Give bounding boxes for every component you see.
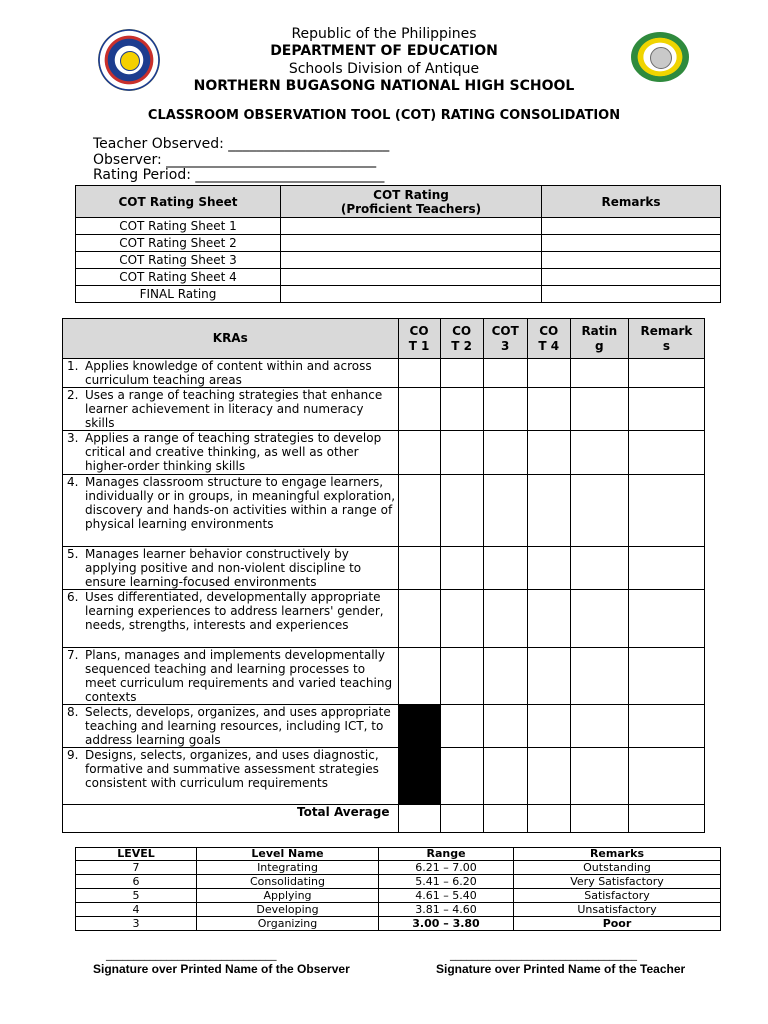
blocked-cot1-cell — [398, 705, 440, 748]
rating-cell[interactable] — [281, 252, 542, 269]
cot1-total-cell[interactable] — [398, 805, 440, 833]
kra-text: Manages learner behavior constructively by applying positive and non-violent discipline to ensure learning-focused environments — [85, 547, 362, 589]
rating-cell[interactable] — [570, 590, 628, 648]
level-number: 6 — [76, 875, 197, 889]
kra-description — [63, 547, 399, 590]
sheet-label: COT Rating Sheet 2 — [76, 235, 281, 252]
header-cot3-line2: 3 — [500, 338, 510, 353]
header-range: Range — [379, 848, 514, 861]
rating-cell[interactable] — [570, 475, 628, 547]
header-level-name: Level Name — [197, 848, 379, 861]
cot4-cell[interactable] — [527, 359, 570, 388]
total-average-label: Total Average — [63, 805, 399, 833]
kra-text: Uses differentiated, developmentally appropriate learning experiences to address learners' gender, needs, strengths, interests and experiences — [85, 590, 384, 632]
header-cot2-line2: T 2 — [451, 338, 472, 353]
rating-cell[interactable] — [570, 648, 628, 705]
level-name: Organizing — [197, 917, 379, 931]
table-header-row — [76, 186, 721, 218]
cot4-cell[interactable] — [527, 388, 570, 431]
header-department: DEPARTMENT OF EDUCATION — [270, 43, 498, 59]
header-republic: Republic of the Philippines — [291, 26, 477, 42]
sheet-label: COT Rating Sheet 3 — [76, 252, 281, 269]
level-range: 3.81 – 4.60 — [379, 903, 514, 917]
observer-signature-label: Signature over Printed Name of the Observer — [93, 962, 350, 976]
cot2-cell[interactable] — [440, 705, 483, 748]
header-cot-rating-sheet: COT Rating Sheet — [76, 186, 281, 218]
table-row — [76, 889, 721, 903]
table-row — [76, 286, 721, 303]
cot3-cell[interactable] — [483, 547, 527, 590]
cot-rating-sheets-table — [75, 185, 721, 303]
header-remarks — [628, 319, 704, 359]
level-number: 5 — [76, 889, 197, 903]
header-cot-rating-line2: (Proficient Teachers) — [340, 201, 482, 216]
kra-number: 4. — [67, 475, 79, 489]
rating-cell[interactable] — [570, 547, 628, 590]
level-number: 4 — [76, 903, 197, 917]
kra-description — [63, 748, 399, 805]
header-cot4-line1: CO — [539, 323, 559, 338]
teacher-observed-field: Teacher Observed: _______________________ — [93, 136, 390, 152]
header-cot2-line1: CO — [452, 323, 472, 338]
kra-description — [63, 705, 399, 748]
cot2-cell[interactable] — [440, 547, 483, 590]
header-cot3-line1: COT — [491, 323, 519, 338]
observer-signature-line: _______________________________ — [106, 948, 277, 961]
kra-text: Plans, manages and implements developmentally sequenced teaching and learning processes to meet curriculum requirements and varied teaching contexts — [85, 648, 393, 704]
cot1-cell[interactable] — [398, 388, 440, 431]
level-number: 7 — [76, 861, 197, 875]
cot3-cell[interactable] — [483, 705, 527, 748]
remarks-cell[interactable] — [628, 431, 704, 475]
remarks-cell[interactable] — [628, 748, 704, 805]
header-cot-rating — [281, 186, 542, 218]
level-name: Developing — [197, 903, 379, 917]
kra-text: Applies a range of teaching strategies to develop critical and creative thinking, as well as other higher-order thinking skills — [85, 431, 382, 473]
rating-cell[interactable] — [570, 748, 628, 805]
header-remarks: Remarks — [542, 186, 721, 218]
kra-text: Uses a range of teaching strategies that enhance learner achievement in literacy and numeracy skills — [85, 388, 383, 430]
level-name: Integrating — [197, 861, 379, 875]
header-cot-rating-line1: COT Rating — [373, 187, 449, 202]
cot2-cell[interactable] — [440, 359, 483, 388]
kra-text: Selects, develops, organizes, and uses appropriate teaching and learning resources, including ICT, to address learning goals — [85, 705, 391, 747]
header-remarks-line1: Remark — [640, 323, 693, 338]
kra-rating-table — [62, 318, 705, 833]
remarks-cell[interactable] — [628, 705, 704, 748]
remarks-cell[interactable] — [542, 252, 721, 269]
kra-description — [63, 475, 399, 547]
kra-number: 7. — [67, 648, 79, 662]
blocked-cot1-cell — [398, 748, 440, 805]
remarks-cell[interactable] — [628, 475, 704, 547]
cot3-cell[interactable] — [483, 590, 527, 648]
sheet-label: COT Rating Sheet 1 — [76, 218, 281, 235]
table-row — [63, 648, 705, 705]
remarks-cell[interactable] — [628, 648, 704, 705]
remarks-total-cell[interactable] — [628, 805, 704, 833]
header-school: NORTHERN BUGASONG NATIONAL HIGH SCHOOL — [193, 78, 575, 94]
cot3-cell[interactable] — [483, 388, 527, 431]
table-row — [76, 218, 721, 235]
header-remarks-line2: s — [662, 338, 670, 353]
cot4-cell[interactable] — [527, 431, 570, 475]
header-cot1-line2: T 1 — [408, 338, 430, 353]
total-average-row — [63, 805, 705, 833]
cot3-cell[interactable] — [483, 748, 527, 805]
rating-cell[interactable] — [570, 359, 628, 388]
level-remarks: Satisfactory — [514, 889, 721, 903]
kra-description — [63, 388, 399, 431]
header-kras: KRAs — [63, 319, 399, 359]
table-row — [63, 705, 705, 748]
table-row — [63, 590, 705, 648]
header-cot1 — [398, 319, 440, 359]
remarks-cell[interactable] — [628, 359, 704, 388]
rating-cell[interactable] — [281, 235, 542, 252]
observer-field: Observer: ______________________________ — [93, 152, 377, 168]
remarks-cell[interactable] — [628, 590, 704, 648]
kra-number: 3. — [67, 431, 79, 445]
header-cot4-line2: T 4 — [538, 338, 560, 353]
rating-cell[interactable] — [570, 388, 628, 431]
cot1-cell[interactable] — [398, 648, 440, 705]
remarks-cell[interactable] — [542, 286, 721, 303]
cot4-cell[interactable] — [527, 547, 570, 590]
cot4-cell[interactable] — [527, 475, 570, 547]
level-remarks: Unsatisfactory — [514, 903, 721, 917]
cot1-cell[interactable] — [398, 359, 440, 388]
cot1-cell[interactable] — [398, 590, 440, 648]
level-name: Applying — [197, 889, 379, 903]
table-row — [63, 359, 705, 388]
cot3-cell[interactable] — [483, 648, 527, 705]
kra-text: Designs, selects, organizes, and uses diagnostic, formative and summative assessment strategies consistent with curriculum requirements — [85, 748, 379, 790]
level-range: 3.00 – 3.80 — [379, 917, 514, 931]
header-cot3 — [483, 319, 527, 359]
cot2-cell[interactable] — [440, 388, 483, 431]
rating-total-cell[interactable] — [570, 805, 628, 833]
cot3-cell[interactable] — [483, 431, 527, 475]
header-level: LEVEL — [76, 848, 197, 861]
cot2-cell[interactable] — [440, 590, 483, 648]
rating-levels-table — [75, 847, 721, 931]
cot2-cell[interactable] — [440, 748, 483, 805]
cot3-cell[interactable] — [483, 475, 527, 547]
cot1-cell[interactable] — [398, 547, 440, 590]
rating-period-field: Rating Period: ___________________________ — [93, 167, 385, 183]
kra-description — [63, 431, 399, 475]
header-rating-line1: Ratin — [581, 323, 618, 338]
cot4-total-cell[interactable] — [527, 805, 570, 833]
level-range: 4.61 – 5.40 — [379, 889, 514, 903]
table-row — [63, 388, 705, 431]
kra-number: 1. — [67, 359, 79, 373]
level-range: 6.21 – 7.00 — [379, 861, 514, 875]
remarks-cell[interactable] — [542, 218, 721, 235]
cot3-cell[interactable] — [483, 359, 527, 388]
rating-cell[interactable] — [570, 705, 628, 748]
rating-cell[interactable] — [281, 218, 542, 235]
teacher-signature-line: __________________________________ — [450, 948, 637, 961]
kra-number: 5. — [67, 547, 79, 561]
level-number: 3 — [76, 917, 197, 931]
kra-text: Applies knowledge of content within and across curriculum teaching areas — [85, 359, 372, 387]
remarks-cell[interactable] — [542, 269, 721, 286]
rating-cell[interactable] — [281, 269, 542, 286]
cot2-total-cell[interactable] — [440, 805, 483, 833]
table-row — [76, 252, 721, 269]
kra-text: Manages classroom structure to engage learners, individually or in groups, in meaningful exploration, discovery and hands-on activities within a range of physical learning environments — [85, 475, 396, 531]
cot1-cell[interactable] — [398, 431, 440, 475]
cot2-cell[interactable] — [440, 431, 483, 475]
cot2-cell[interactable] — [440, 475, 483, 547]
kra-description — [63, 648, 399, 705]
table-row — [76, 269, 721, 286]
header-cot4 — [527, 319, 570, 359]
kra-number: 9. — [67, 748, 79, 762]
header-cot1-line1: CO — [409, 323, 429, 338]
kra-description — [63, 359, 399, 388]
document-title: CLASSROOM OBSERVATION TOOL (COT) RATING CONSOLIDATION — [147, 108, 621, 123]
rating-cell[interactable] — [570, 431, 628, 475]
level-remarks: Outstanding — [514, 861, 721, 875]
kra-description — [63, 590, 399, 648]
header-rating — [570, 319, 628, 359]
table-row — [76, 917, 721, 931]
cot1-cell[interactable] — [398, 475, 440, 547]
header-division: Schools Division of Antique — [288, 61, 480, 77]
level-range: 5.41 – 6.20 — [379, 875, 514, 889]
table-row — [63, 748, 705, 805]
teacher-signature-label: Signature over Printed Name of the Teacher — [436, 962, 686, 976]
cot2-cell[interactable] — [440, 648, 483, 705]
table-row — [63, 475, 705, 547]
level-name: Consolidating — [197, 875, 379, 889]
cot4-cell[interactable] — [527, 648, 570, 705]
cot4-cell[interactable] — [527, 748, 570, 805]
remarks-cell[interactable] — [628, 388, 704, 431]
table-row — [63, 431, 705, 475]
rating-cell[interactable] — [281, 286, 542, 303]
table-row — [76, 235, 721, 252]
kra-number: 8. — [67, 705, 79, 719]
table-row — [76, 875, 721, 889]
table-row — [63, 547, 705, 590]
header-rating-line2: g — [595, 338, 604, 353]
level-remarks: Very Satisfactory — [514, 875, 721, 889]
cot4-cell[interactable] — [527, 705, 570, 748]
remarks-cell[interactable] — [628, 547, 704, 590]
cot4-cell[interactable] — [527, 590, 570, 648]
header-remarks: Remarks — [514, 848, 721, 861]
final-rating-label: FINAL Rating — [76, 286, 281, 303]
table-row — [76, 861, 721, 875]
table-header-row — [76, 848, 721, 861]
remarks-cell[interactable] — [542, 235, 721, 252]
kra-number: 6. — [67, 590, 79, 604]
sheet-label: COT Rating Sheet 4 — [76, 269, 281, 286]
kra-number: 2. — [67, 388, 79, 402]
header-cot2 — [440, 319, 483, 359]
table-header-row — [63, 319, 705, 359]
level-remarks: Poor — [514, 917, 721, 931]
cot3-total-cell[interactable] — [483, 805, 527, 833]
table-row — [76, 903, 721, 917]
